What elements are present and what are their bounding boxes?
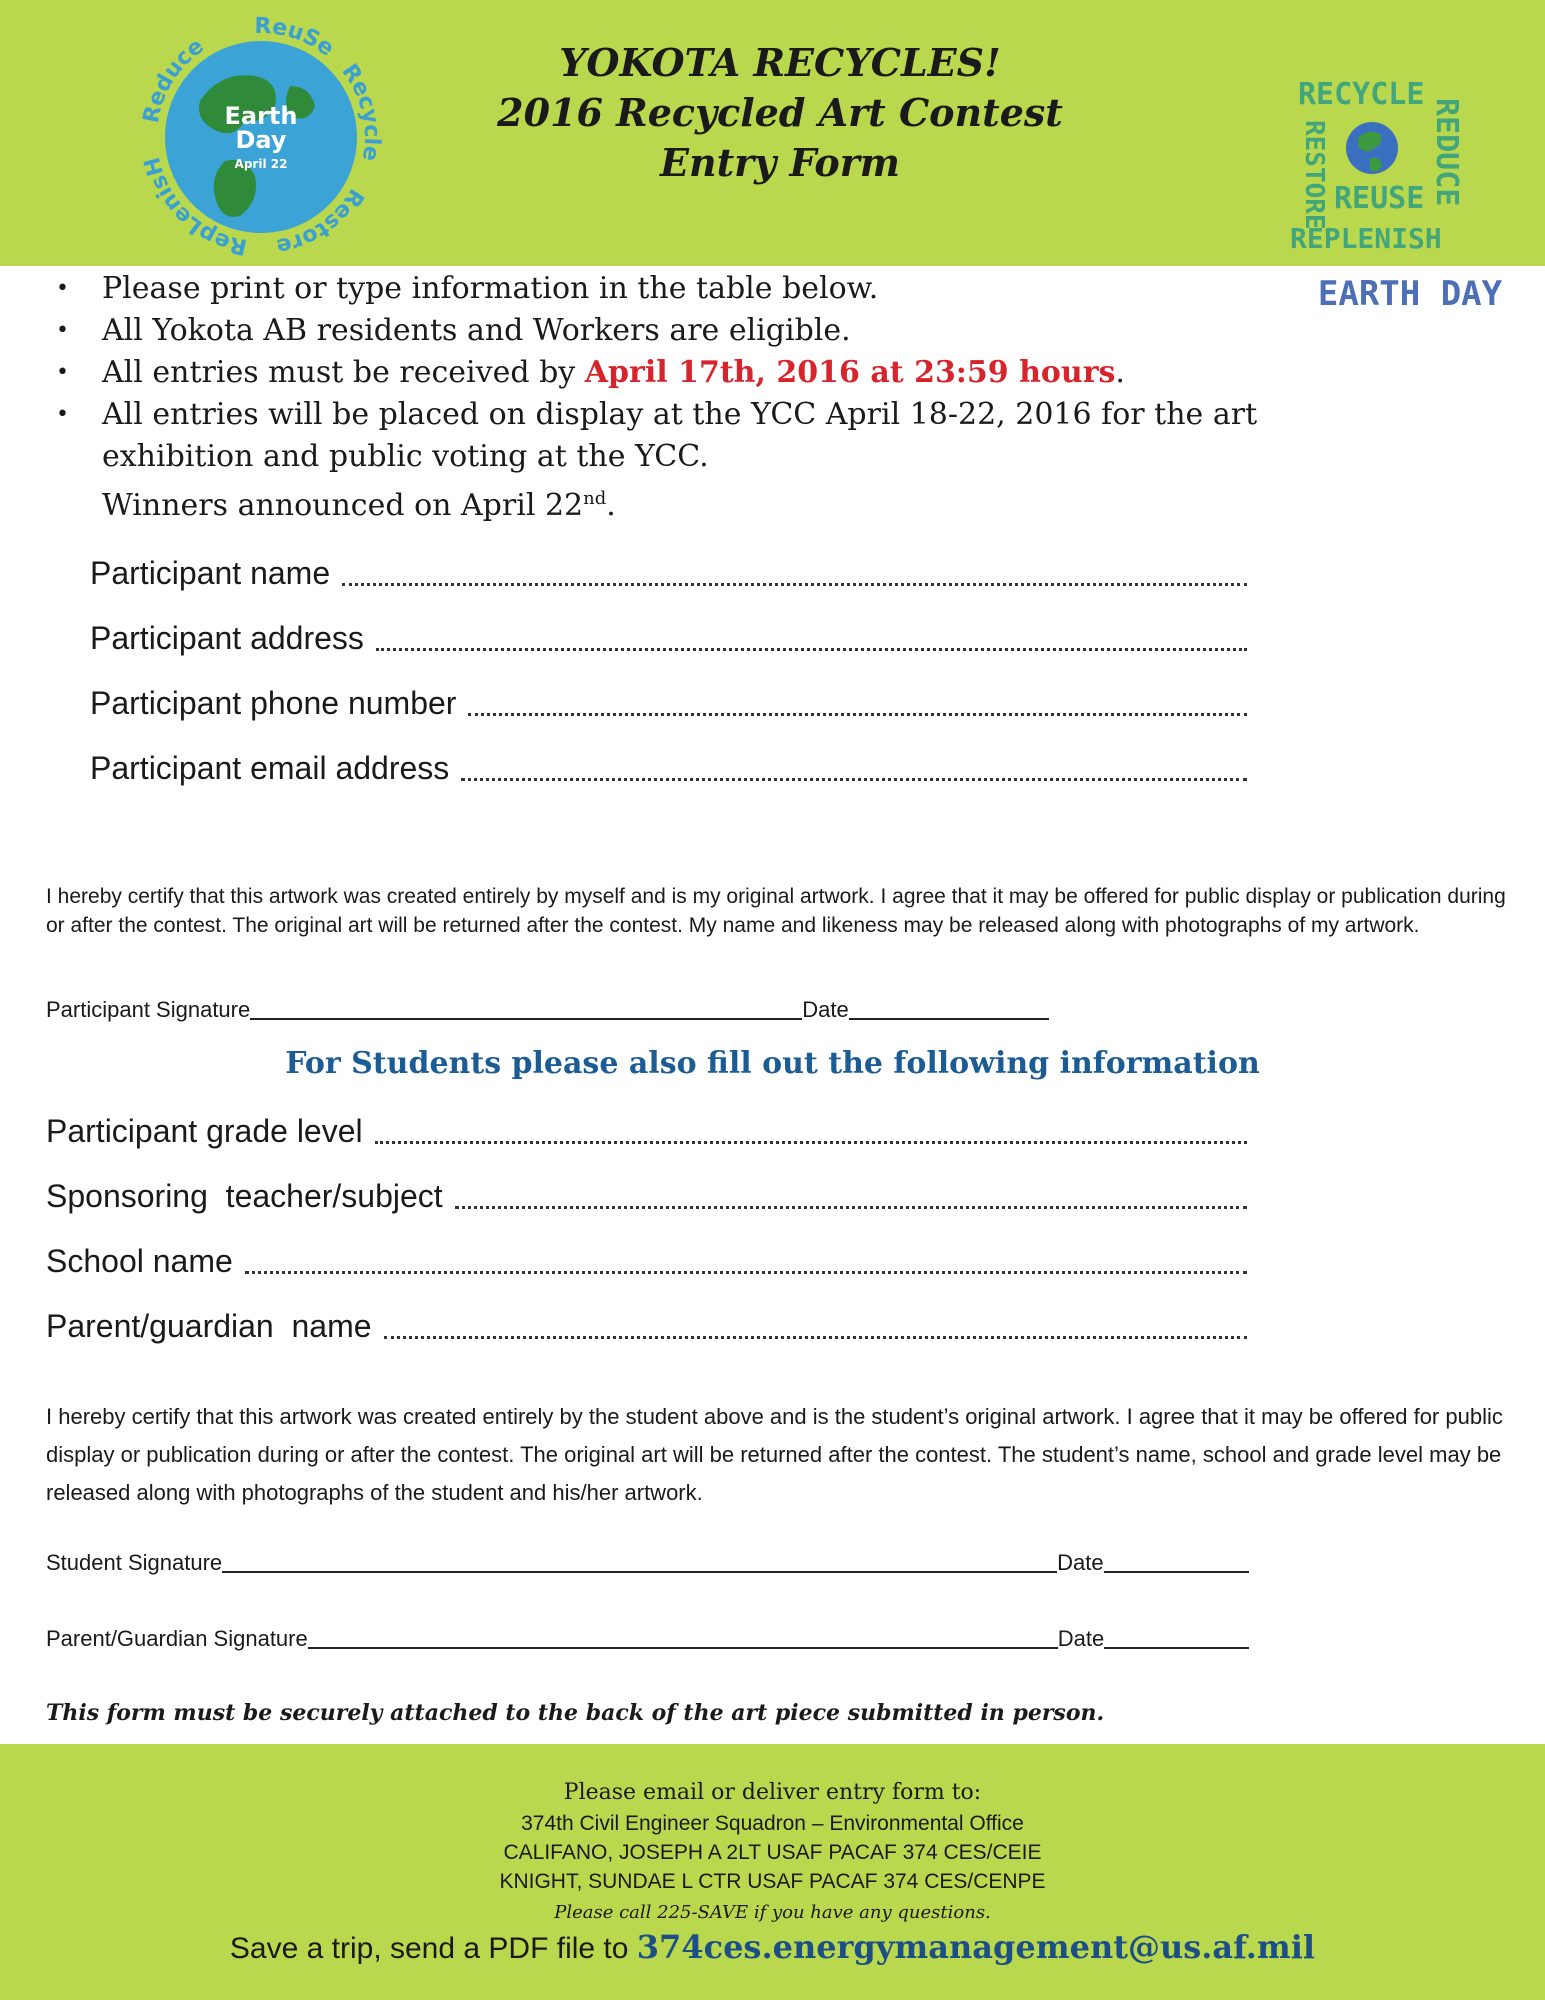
participant-phone-label: Participant phone number (90, 685, 457, 721)
bullet-icon: • (56, 360, 69, 385)
logo-word-recycle: RECYCLE (1298, 77, 1425, 112)
bullet-icon: • (56, 402, 69, 427)
sponsoring-teacher-field[interactable] (46, 1178, 1247, 1215)
deadline-text: April 17th, 2016 at 23:59 hours (584, 355, 1116, 390)
attach-note: This form must be securely attached to the back of the art piece submitted in person. (46, 1700, 1105, 1726)
instruction-item: • All entries must be received by April 17th, 2016 at 23:59 hours. (50, 352, 1250, 394)
earth-day-word-logo (1290, 58, 1530, 318)
parent-date-line[interactable] (1104, 1646, 1249, 1649)
participant-phone-line[interactable] (468, 712, 1247, 716)
student-signature-row (46, 1550, 1249, 1576)
parent-signature-row (46, 1626, 1249, 1652)
participant-signature-label: Participant Signature (46, 997, 251, 1022)
instruction-item: • Please print or type information in the table below. (50, 268, 1250, 310)
participant-address-field[interactable] (90, 620, 1247, 657)
grade-level-label: Participant grade level (46, 1113, 363, 1149)
title-line-3: Entry Form (660, 140, 900, 185)
logo-ring-replenish: RepLenisH (139, 154, 250, 260)
student-signature-label: Student Signature (46, 1550, 223, 1575)
logo-word-restore: RESTORE (1299, 120, 1329, 230)
logo-ring-recycle: Recycle (336, 59, 385, 163)
logo-word-replenish: REPLENISH (1290, 222, 1442, 255)
certification-student: I hereby certify that this artwork was created entirely by the student above and is the student’s original artwork. I agree that it may be offered for public display or publication during or after the contest. The original art will be returned after the contest. The student’s name, school and grade level may be released along with photographs of the student and his/her artwork. (46, 1404, 1503, 1505)
sponsoring-teacher-line[interactable] (455, 1205, 1247, 1209)
footer-heading: Please email or deliver entry form to: (563, 1780, 982, 1805)
participant-date-line[interactable] (849, 1017, 1049, 1020)
email-link[interactable]: 374ces.energymanagement@us.af.mil (636, 1928, 1316, 1966)
participant-signature-row (46, 997, 1049, 1023)
logo-earth-text: Earth (224, 102, 298, 130)
parent-name-label: Parent/guardian name (46, 1308, 372, 1344)
logo-word-reuse: REUSE (1334, 181, 1425, 216)
parent-name-line[interactable] (384, 1335, 1247, 1339)
school-name-line[interactable] (245, 1270, 1247, 1274)
students-heading: For Students please also fill out the following information (285, 1046, 1260, 1081)
title-line-1: YOKOTA RECYCLES! (559, 40, 1001, 85)
footer-call-note: Please call 225-SAVE if you have any questions. (554, 1902, 991, 1923)
form-title (420, 38, 1140, 188)
instruction-item: • All entries will be placed on display at the YCC April 18-22, 2016 for the art exhibition and public voting at the YCC. Winners announced on April 22nd. (50, 394, 1282, 527)
participant-email-line[interactable] (461, 777, 1247, 781)
save-trip-text: Save a trip, send a PDF file to (229, 1932, 637, 1965)
logo-date-text: April 22 (234, 157, 288, 171)
logo-caption-earth-day: EARTH DAY (1317, 274, 1503, 314)
participant-phone-field[interactable] (90, 685, 1247, 722)
parent-signature-label: Parent/Guardian Signature (46, 1626, 308, 1651)
logo-ring-reduce: Reduce (138, 33, 209, 126)
parent-signature-line[interactable] (308, 1646, 1058, 1649)
participant-date-label: Date (802, 997, 849, 1022)
bullet-icon: • (56, 318, 69, 343)
instructions-list (50, 268, 1258, 527)
school-name-label: School name (46, 1243, 233, 1279)
student-date-label: Date (1057, 1550, 1104, 1575)
instruction-item: • All Yokota AB residents and Workers are eligible. (50, 310, 1250, 352)
parent-name-field[interactable] (46, 1308, 1247, 1345)
participant-email-label: Participant email address (90, 750, 450, 786)
participant-address-line[interactable] (376, 647, 1247, 651)
footer-contact-1: CALIFANO, JOSEPH A 2LT USAF PACAF 374 CES/CEIE (503, 1841, 1042, 1864)
footer-save-trip (0, 1928, 1545, 1966)
grade-level-field[interactable] (46, 1113, 1247, 1150)
footer-contact-2: KNIGHT, SUNDAE L CTR USAF PACAF 374 CES/CENPE (499, 1870, 1046, 1893)
bullet-icon: • (56, 276, 69, 301)
participant-name-label: Participant name (90, 555, 331, 591)
participant-name-field[interactable] (90, 555, 1247, 592)
title-line-2: 2016 Recycled Art Contest (497, 90, 1063, 135)
logo-ring-reuse: ReuSe (254, 13, 339, 62)
student-signature-line[interactable] (222, 1570, 1057, 1573)
footer-office-line: 374th Civil Engineer Squadron – Environmental Office (521, 1812, 1024, 1835)
earth-day-logo (130, 6, 392, 268)
parent-date-label: Date (1057, 1626, 1105, 1651)
participant-signature-line[interactable] (250, 1017, 802, 1020)
logo-word-reduce: REDUCE (1429, 98, 1464, 207)
logo-day-text: Day (235, 126, 287, 154)
participant-address-label: Participant address (90, 620, 364, 656)
student-date-line[interactable] (1104, 1570, 1249, 1573)
certification-adult: I hereby certify that this artwork was created entirely by myself and is my original artwork. I agree that it may be offered for public display or publication during or after the contest. The original art will be returned after the contest. My name and likeness may be released along with photographs of my artwork. (46, 885, 1506, 937)
participant-name-line[interactable] (342, 582, 1247, 586)
logo-ring-restore: Restore (274, 183, 369, 259)
school-name-field[interactable] (46, 1243, 1247, 1280)
grade-level-line[interactable] (375, 1140, 1247, 1144)
participant-email-field[interactable] (90, 750, 1247, 787)
sponsoring-teacher-label: Sponsoring teacher/subject (46, 1178, 443, 1214)
